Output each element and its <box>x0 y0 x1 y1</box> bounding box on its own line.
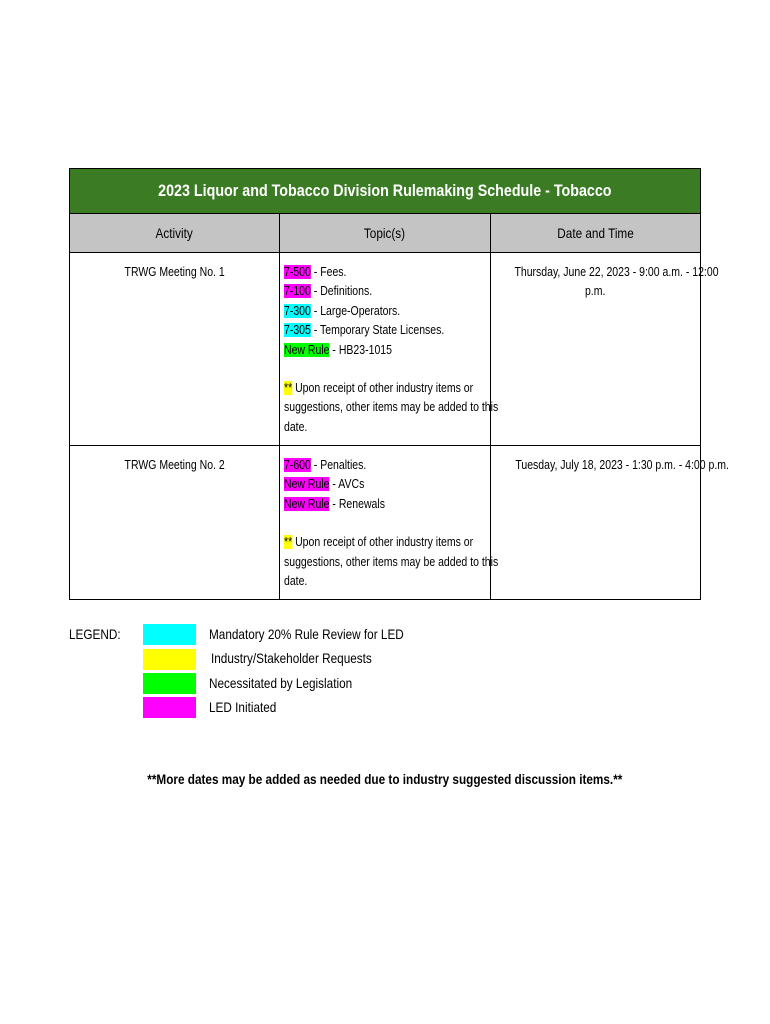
activity-cell <box>70 446 280 600</box>
footer-note: **More dates may be added as needed due to industry suggested discussion items.** <box>147 771 623 787</box>
topic-note: date. <box>284 574 308 589</box>
legend-label: LEGEND: <box>69 626 121 642</box>
table-row <box>70 446 701 600</box>
legend-item: Mandatory 20% Rule Review for LED <box>209 626 404 642</box>
column-header-activity: Activity <box>70 214 280 253</box>
date-cell <box>490 253 719 446</box>
topic-note: ** Upon receipt of other industry items or <box>284 535 474 550</box>
topic-item: New Rule - Renewals <box>284 496 386 511</box>
topic-note: suggestions, other items may be added to this <box>284 554 499 569</box>
legend-swatch-green <box>143 673 196 694</box>
activity-name: TRWG Meeting No. 1 <box>124 265 225 279</box>
topic-note: ** Upon receipt of other industry items or <box>284 381 474 396</box>
topic-item: New Rule - AVCs <box>284 477 365 492</box>
column-header-topics: Topic(s) <box>280 214 490 253</box>
schedule-title: 2023 Liquor and Tobacco Division Rulemaking Schedule - Tobacco <box>70 169 701 214</box>
date-cell <box>490 446 729 600</box>
column-header-date-time: Date and Time <box>490 214 700 253</box>
date-text: p.m. <box>585 284 606 298</box>
date-text: Thursday, June 22, 2023 - 9:00 a.m. - 12:00 <box>514 265 719 279</box>
topic-item: 7-600 - Penalties. <box>284 458 367 472</box>
topic-item: 7-100 - Definitions. <box>284 284 373 299</box>
header-row <box>70 214 701 253</box>
topic-item: 7-300 - Large-Operators. <box>284 303 401 318</box>
topics-cell <box>280 253 499 446</box>
title-row <box>70 169 701 214</box>
activity-cell <box>70 253 280 446</box>
schedule-table <box>69 168 729 600</box>
legend-swatch-yellow <box>143 649 196 670</box>
topic-note: date. <box>284 419 308 434</box>
table-row <box>70 253 701 446</box>
topics-cell <box>280 446 499 600</box>
topic-item: 7-500 - Fees. <box>284 265 347 279</box>
legend-item: LED Initiated <box>209 699 277 715</box>
topic-item: New Rule - HB23-1015 <box>284 342 393 357</box>
legend-item: Industry/Stakeholder Requests <box>211 650 372 666</box>
date-text: Tuesday, July 18, 2023 - 1:30 p.m. - 4:00 p.m. <box>515 458 729 472</box>
activity-name: TRWG Meeting No. 2 <box>124 458 225 472</box>
legend-swatch-magenta <box>143 697 196 718</box>
topic-item: 7-305 - Temporary State Licenses. <box>284 323 445 338</box>
legend-item: Necessitated by Legislation <box>209 675 353 691</box>
legend-swatch-cyan <box>143 624 196 645</box>
topic-note: suggestions, other items may be added to this <box>284 400 499 415</box>
